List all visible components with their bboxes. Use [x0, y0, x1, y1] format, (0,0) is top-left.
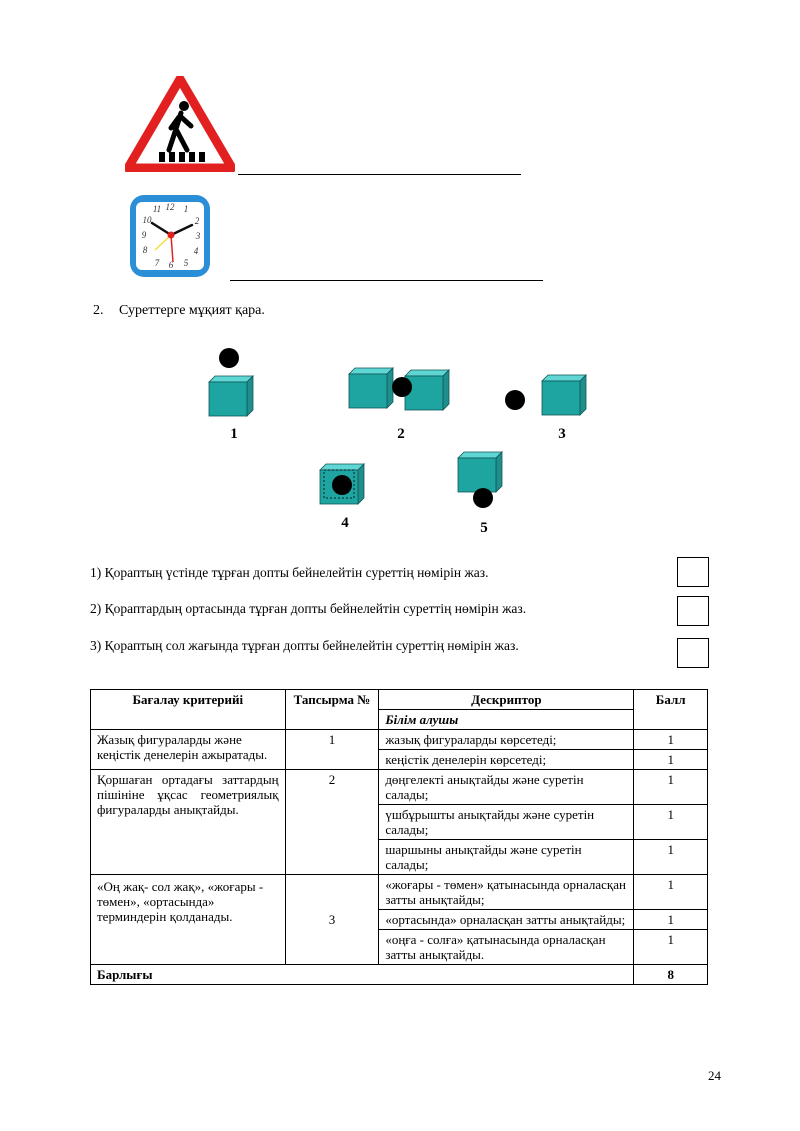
- question-2: 2) Қораптардың ортасында тұрған допты бейнелейтін суреттің нөмірін жаз.: [90, 601, 527, 616]
- question-3: 3) Қораптың сол жағында тұрған допты бейнелейтін суреттің нөмірін жаз.: [90, 638, 519, 653]
- descriptor-cell: дөңгелекті анықтайды және суретін салады;: [379, 770, 634, 805]
- figure-label: 1: [230, 426, 238, 442]
- clock-number: 2: [194, 216, 200, 226]
- answer-line-1[interactable]: [238, 174, 521, 175]
- answer-box-1[interactable]: [677, 557, 709, 587]
- score-cell: 1: [634, 750, 708, 770]
- score-cell: 1: [634, 930, 708, 965]
- descriptor-cell: кеңістік денелерін көрсетеді;: [379, 750, 634, 770]
- header-criterion: Бағалау критерийі: [91, 690, 286, 730]
- clock-number: 5: [183, 258, 189, 268]
- criterion-cell: Қоршаған ортадағы заттардың пішініне ұқсас геометриялық фигураларды анықтайды.: [91, 770, 286, 875]
- figure-4: [320, 464, 364, 531]
- descriptor-cell: шаршыны анықтайды және суретін салады;: [379, 840, 634, 875]
- clock-number: 8: [142, 245, 148, 255]
- clock-number: 4: [193, 246, 199, 256]
- clock-number: 10: [142, 215, 152, 225]
- criterion-cell: Жазық фигураларды және кеңістік денелерін ажыратады.: [91, 730, 286, 770]
- score-cell: 1: [634, 730, 708, 750]
- descriptor-cell: үшбұрышты анықтайды және суретін салады;: [379, 805, 634, 840]
- figure-label: 4: [341, 515, 349, 531]
- figure-2: [349, 368, 449, 442]
- task-cell: 2: [285, 770, 379, 875]
- header-descriptor: Дескриптор: [379, 690, 634, 710]
- clock-image: [128, 193, 212, 279]
- task-2-title: [93, 303, 265, 319]
- score-cell: 1: [634, 840, 708, 875]
- page-number: 24: [708, 1068, 721, 1083]
- total-score: 8: [634, 965, 708, 985]
- figure-label: 3: [558, 426, 566, 442]
- descriptor-cell: «оңға - солға» қатынасында орналасқан затты анықтайды.: [379, 930, 634, 965]
- table-row: [91, 730, 708, 750]
- table-header-row: [91, 690, 708, 710]
- figure-1: [209, 348, 253, 442]
- figure-label: 5: [480, 520, 488, 536]
- total-label: Барлығы: [91, 965, 634, 985]
- clock-number: 1: [183, 204, 189, 214]
- score-cell: 1: [634, 805, 708, 840]
- total-row: [91, 965, 708, 985]
- clock-number: 12: [165, 202, 175, 212]
- assessment-rubric-table: [90, 689, 708, 985]
- ball-box-figures: [190, 340, 610, 540]
- table-row: [91, 770, 708, 805]
- descriptor-cell: «ортасында» орналасқан затты анықтайды;: [379, 910, 634, 930]
- clock-number: 9: [141, 230, 147, 240]
- clock-number: 7: [154, 258, 160, 268]
- pedestrian-crossing-sign: [125, 76, 235, 172]
- figure-3: [505, 375, 586, 442]
- header-task: Тапсырма №: [285, 690, 379, 730]
- descriptor-cell: «жоғары - төмен» қатынасында орналасқан затты анықтайды;: [379, 875, 634, 910]
- header-learner: Білім алушы: [379, 710, 634, 730]
- header-score: Балл: [634, 690, 708, 730]
- criterion-cell: «Оң жақ- сол жақ», «жоғары - төмен», «ортасында» терминдерін қолданады.: [91, 875, 286, 965]
- descriptor-cell: жазық фигураларды көрсетеді;: [379, 730, 634, 750]
- figure-label: 2: [397, 426, 405, 442]
- clock-number: 3: [195, 231, 201, 241]
- score-cell: 1: [634, 770, 708, 805]
- score-cell: 1: [634, 875, 708, 910]
- task-cell: 1: [285, 730, 379, 770]
- answer-box-2[interactable]: [677, 596, 709, 626]
- task-2-text: Суреттерге мұқият қара.: [119, 303, 265, 318]
- answer-box-3[interactable]: [677, 638, 709, 668]
- task-cell: 3: [285, 875, 379, 965]
- clock-number: 6: [168, 260, 174, 270]
- score-cell: 1: [634, 910, 708, 930]
- figure-5: [458, 452, 502, 536]
- clock-number: 11: [152, 204, 162, 214]
- task-2-number: 2.: [93, 303, 104, 318]
- table-row: [91, 875, 708, 910]
- question-1: 1) Қораптың үстінде тұрған допты бейнелейтін суреттің нөмірін жаз.: [90, 565, 489, 580]
- answer-line-2[interactable]: [230, 280, 543, 281]
